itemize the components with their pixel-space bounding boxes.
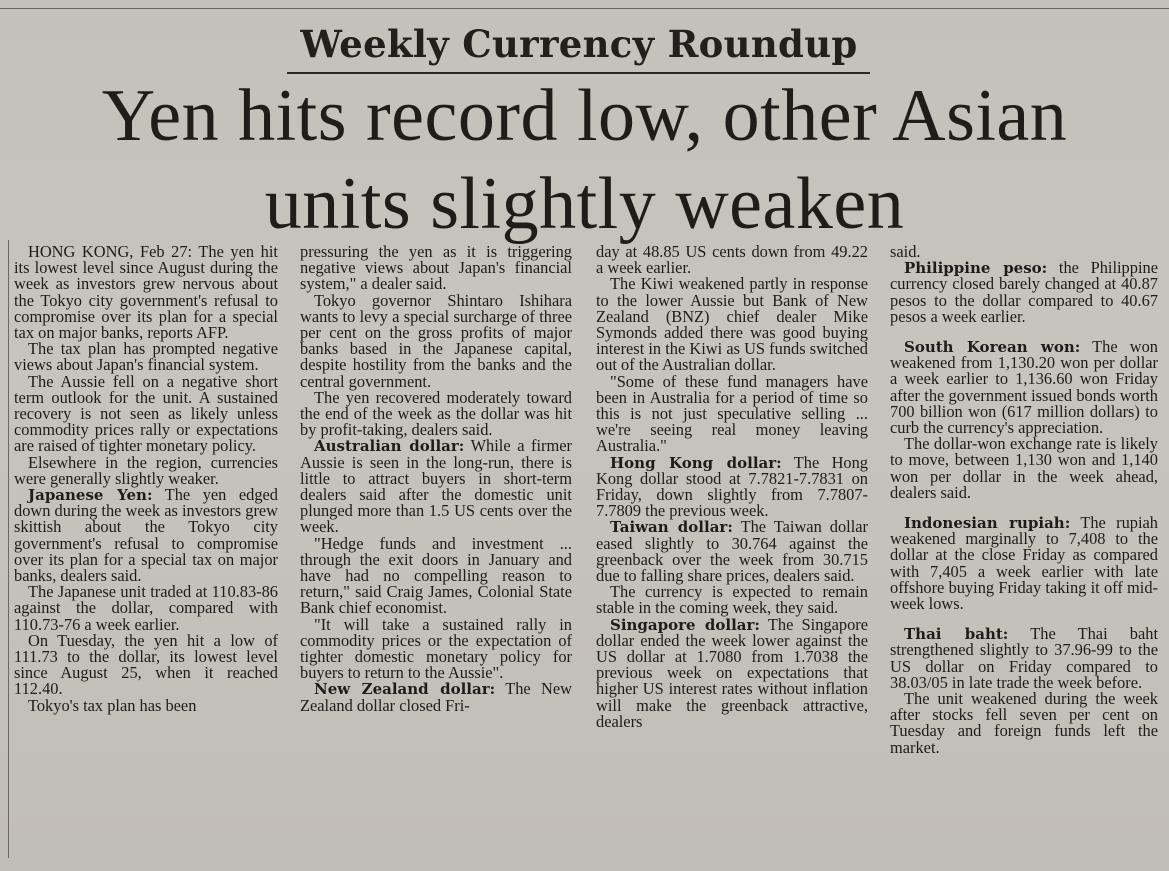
section-paragraph-krw: [890, 339, 1158, 436]
section-paragraph-yen: [14, 487, 278, 584]
article-column-4: [890, 244, 1158, 756]
body-paragraph: "Some of these fund managers have been in Australia for a period of time so this is not just speculative selling ... we're seeing real money leaving Australia.": [596, 371, 868, 456]
body-text: The Thai baht strengthened slightly to 37.96-99 to the US dollar on Friday compared to 38.03/05 in late trade the week before.: [890, 624, 1158, 692]
body-paragraph: The dollar-won exchange rate is likely to move, between 1,130 won and 1,140 won per dollar in the week ahead, dealers said.: [890, 434, 1158, 502]
body-text: While a firmer Aussie is seen in the long-run, there is little to attract buyers in short-term dealers said after the domestic unit plunged more than 1.5 US cents over the week.: [300, 436, 572, 537]
body-text: the Philippine currency closed barely changed at 40.87 pesos to the dollar compared to 40.67 pesos a week earlier.: [890, 258, 1158, 326]
left-column-rule: [8, 240, 9, 858]
subhead-philippine-peso: Philippine peso:: [904, 259, 1048, 278]
body-paragraph: said.: [890, 242, 921, 261]
body-paragraph: Tokyo governor Shintaro Ishihara wants to levy a special surcharge of three per cent on the gross profits of major banks based in the Japanese capital, despite hostility from the banks and the central government.: [300, 290, 572, 391]
subhead-new-zealand-dollar: New Zealand dollar:: [314, 680, 496, 699]
headline-line-1: Yen hits record low, other Asian: [101, 75, 1068, 157]
subhead-south-korean-won: South Korean won:: [904, 338, 1081, 357]
body-paragraph: The Aussie fell on a negative short term outlook for the unit. A sustained recovery is not seen as likely unless commodity prices rally or expectations are raised of tighter monetary policy.: [14, 371, 278, 456]
top-rule: [0, 8, 1169, 9]
section-paragraph-hkd: [596, 452, 868, 521]
body-text: The Singapore dollar ended the week lower against the US dollar at 1.7080 from 1.7038 the previous week on expectations that higher US interest rates without inflation will make the greenback attractive, dealers: [596, 614, 868, 731]
dateline-paragraph: HONG KONG, Feb 27: The yen hit its lowest level since August during the week as investors grew nervous about the Tokyo city government's refusal to compromise over its plan for a special tax on major banks, reports AFP.: [14, 242, 278, 343]
section-paragraph-sgd: [596, 614, 868, 731]
article-column-1: [14, 244, 278, 714]
body-paragraph: The unit weakened during the week after stocks fell seven per cent on Tuesday and foreign funds left the market.: [890, 689, 1158, 757]
body-text: The Hong Kong dollar stood at 7.7821-7.7831 on Friday, down slightly from 7.7807-7.7809 the previous week.: [596, 452, 868, 521]
subhead-singapore-dollar: Singapore dollar:: [610, 615, 760, 634]
body-text: The yen edged down during the week as investors grew skittish about the Tokyo city government's refusal to compromise over its plan for a special tax on major banks, dealers said.: [14, 485, 279, 586]
body-paragraph: Tokyo's tax plan has been: [28, 695, 197, 715]
body-text: The New Zealand dollar closed Fri-: [300, 679, 572, 715]
body-paragraph: Elsewhere in the region, currencies were generally slightly weaker.: [14, 452, 278, 488]
body-paragraph: "Hedge funds and investment ... through the exit doors in January and have had no compelling reason to return," said Craig James, Colonial State Bank chief economist.: [300, 533, 572, 618]
subhead-indonesian-rupiah: Indonesian rupiah:: [904, 514, 1071, 533]
section-paragraph-thb: [890, 626, 1158, 691]
headline-line-2: units slightly weaken: [264, 163, 905, 245]
headline: [0, 72, 1169, 248]
section-kicker: Weekly Currency Roundup: [300, 22, 858, 66]
body-paragraph: The tax plan has prompted negative views about Japan's financial system.: [14, 339, 278, 375]
body-paragraph: The Kiwi weakened partly in response to the lower Aussie but Bank of New Zealand (BNZ) chief dealer Mike Symonds added there was good buying interest in the Kiwi as US funds switched out of the Australian dollar.: [596, 274, 868, 375]
section-paragraph-aud: [300, 438, 572, 535]
subhead-australian-dollar: Australian dollar:: [314, 437, 465, 456]
subhead-thai-baht: Thai baht:: [904, 625, 1009, 644]
body-text: The won weakened from 1,130.20 won per dollar a week earlier to 1,136.60 won Friday after the government issued bonds worth 700 billion won (617 million dollars) to curb the currency's appreciation.: [890, 337, 1158, 438]
body-paragraph: The Japanese unit traded at 110.83-86 against the dollar, compared with 110.73-76 a week earlier.: [14, 582, 278, 634]
body-paragraph: The yen recovered moderately toward the end of the week as the dollar was hit by profit-taking, dealers said.: [300, 387, 572, 440]
body-paragraph: The currency is expected to remain stable in the coming week, they said.: [596, 582, 868, 618]
section-paragraph-nzd: [300, 681, 572, 713]
section-paragraph-idr: [890, 515, 1158, 612]
body-paragraph: pressuring the yen as it is triggering negative views about Japan's financial system," a dealer said.: [300, 242, 572, 294]
body-paragraph: On Tuesday, the yen hit a low of 111.73 to the dollar, its lowest level since August 25, when it reached 112.40.: [14, 630, 278, 699]
section-paragraph-php: [890, 260, 1158, 325]
article-column-2: [300, 244, 572, 714]
subhead-taiwan-dollar: Taiwan dollar:: [610, 518, 733, 537]
article-column-3: [596, 244, 868, 730]
body-paragraph: "It will take a sustained rally in commodity prices or the expectation of tighter domestic monetary policy for buyers to return to the Aussie".: [300, 614, 572, 683]
body-paragraph: day at 48.85 US cents down from 49.22 a week earlier.: [596, 242, 868, 278]
section-paragraph-twd: [596, 519, 868, 584]
body-text: The rupiah weakened marginally to 7,408 to the dollar at the close Friday as compared with 7,405 a week earlier with late offshore buying Friday taking it off mid-week lows.: [890, 513, 1159, 614]
body-text: The Taiwan dollar eased slightly to 30.764 against the greenback over the week from 30.715 due to falling share prices, dealers said.: [596, 517, 868, 586]
subhead-hong-kong-dollar: Hong Kong dollar:: [610, 453, 782, 472]
subhead-japanese-yen: Japanese Yen:: [28, 486, 153, 505]
